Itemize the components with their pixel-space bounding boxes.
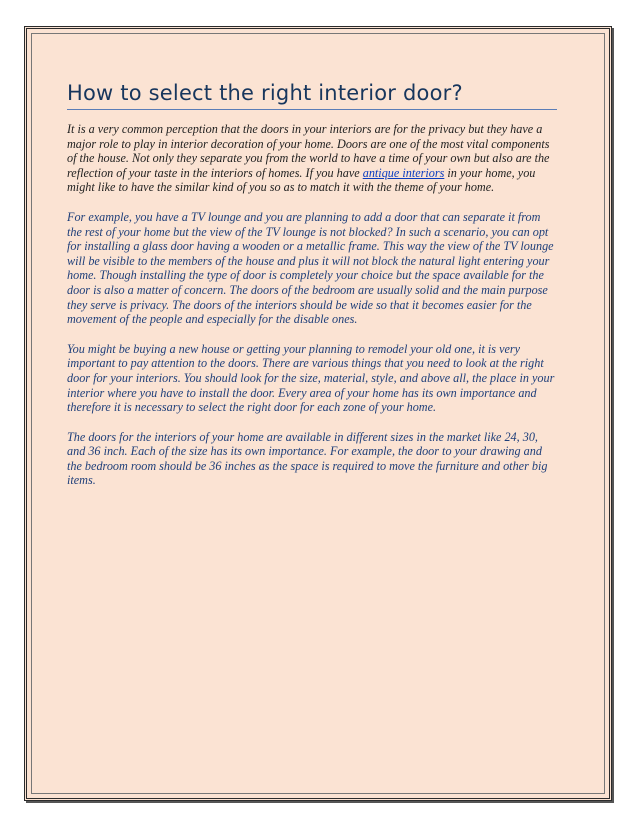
paragraph-intro-text-start: It is a very common perception that the doors in your interiors are for the privacy but they have a major role to play in interior decoration of your home. Doors are one of the most vital components of the house. Not only they separate you from the world to have a time of your own but also are the reflection of your taste in the interiors of homes. If you have (67, 122, 550, 180)
paragraph-intro (67, 122, 557, 195)
paragraph-tv-lounge: For example, you have a TV lounge and you are planning to add a door that can separate it from the rest of your home but the view of the TV lounge is not blocked? In such a scenario, you can opt for installing a glass door having a wooden or a metallic frame. This way the view of the TV lounge will be visible to the members of the house and plus it will not block the natural light entering your home. Though installing the type of door is completely your choice but the space available for the door is also a matter of concern. The doors of the bedroom are usually solid and the main purpose they serve is privacy. The doors of the interiors should be wide so that it becomes easier for the movement of the people and especially for the disable ones. (67, 209, 554, 327)
paragraph-intro-text-end: in your home, you might like to have the similar kind of you so as to match it with the theme of your home. (67, 165, 536, 195)
document-content (67, 79, 557, 503)
paragraph-door-sizes: The doors for the interiors of your home are available in different sizes in the market like 24, 30, and 36 inch. Each of the size has its own importance. For example, the door to your drawing and the bedroom room should be 36 inches as the space is required to move the furniture and other big items. (67, 429, 548, 488)
paragraph-remodel: You might be buying a new house or getting your planning to remodel your old one, it is very important to pay attention to the doors. There are various things that you need to look at the right door for your interiors. You should look for the size, material, style, and above all, the place in your interior where you have to install the door. Every area of your home has its own importance and therefore it is necessary to select the right door for each zone of your home. (67, 341, 555, 415)
antique-interiors-link[interactable]: antique interiors (362, 165, 445, 180)
title-underline (67, 109, 557, 110)
page-title: How to select the right interior door? (67, 81, 463, 105)
document-page (24, 26, 612, 801)
